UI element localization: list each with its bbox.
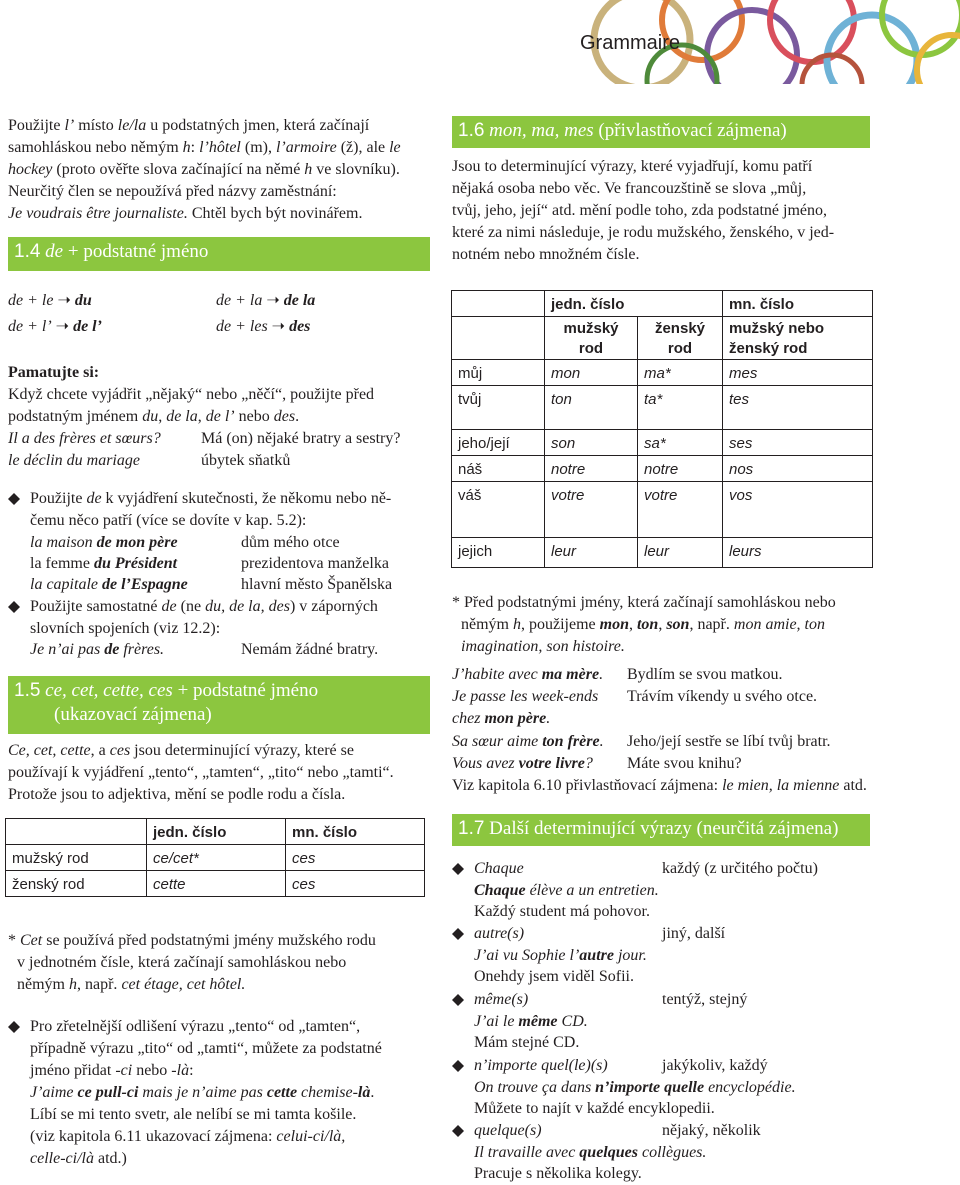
- text-line: celle-ci/là atd.): [30, 1150, 127, 1167]
- text-line: Použijte de k vyjádření skutečnosti, že někomu nebo ně-: [30, 490, 392, 507]
- contraction-right: de + la ➝ de la: [216, 292, 316, 309]
- example-cz: dům mého otce: [241, 534, 340, 551]
- table-cell: ma*: [638, 360, 723, 386]
- table-cell: son: [545, 430, 638, 456]
- text-line: Protože jsou to adjektiva, mění se podle rodu a čísla.: [8, 786, 346, 803]
- example-cz: Máte svou knihu?: [627, 755, 742, 772]
- cross-reference: Viz kapitola 6.10 přivlastňovací zájmena: le mien, la mienne atd.: [452, 777, 867, 794]
- example-fr: Vous avez votre livre?: [452, 755, 593, 772]
- arrow-icon: ➝: [55, 318, 70, 335]
- example-fr: le déclin du mariage: [8, 452, 140, 469]
- text-line: notném nebo množném čísle.: [452, 246, 640, 263]
- example-fr: J’habite avec ma mère.: [452, 666, 604, 683]
- table-row: [452, 482, 873, 538]
- diamond-bullet-icon: [8, 493, 20, 505]
- footnote-line: němým h, např. cet étage, cet hôtel.: [17, 976, 246, 993]
- heading-text: ce, cet, cette, ces + podstatné jméno: [45, 680, 319, 701]
- indefinite-term: Chaque: [474, 860, 524, 877]
- example-fr: Je n’ai pas de frères.: [30, 641, 165, 658]
- table-row: [452, 360, 873, 386]
- text-line: J’aime ce pull-ci mais je n’aime pas cette chemise-là.: [30, 1084, 375, 1101]
- table-cell: váš: [452, 482, 545, 538]
- diamond-bullet-icon: [8, 1021, 20, 1033]
- table-cell: leur: [638, 538, 723, 568]
- text-line: Líbí se mi tento svetr, ale nelíbí se mi tamta košile.: [30, 1106, 357, 1123]
- example-cz: Bydlím se svou matkou.: [627, 666, 783, 683]
- table-cell: sa*: [638, 430, 723, 456]
- example-fr: chez mon père.: [452, 710, 551, 727]
- table-cell: vos: [723, 482, 873, 538]
- text-line: případně výrazu „tito“ od „tamti“, můžete za podstatné: [30, 1040, 382, 1057]
- section-title: Grammaire: [580, 32, 681, 54]
- example-fr: J’ai vu Sophie l’autre jour.: [474, 946, 647, 964]
- text-line: (viz kapitola 6.11 ukazovací zájmena: celui-ci/là,: [30, 1128, 346, 1145]
- table-cell: ženský rod: [6, 871, 147, 897]
- table-cell: leurs: [723, 538, 873, 568]
- heading-text: Další determinující výrazy (neurčitá zájmena): [489, 818, 839, 839]
- example-fr: la capitale de l’Espagne: [30, 576, 188, 593]
- table-row: [452, 430, 873, 456]
- table-cell: ces: [286, 871, 425, 897]
- table-header: jedn. číslo: [545, 291, 723, 317]
- diamond-bullet-icon: [452, 994, 464, 1006]
- text-line: Jsou to determinující výrazy, které vyjadřují, komu patří: [452, 158, 813, 175]
- footnote-line: němým h, použijeme mon, ton, son, např. mon amie, ton: [461, 616, 825, 633]
- example-cz: Pracuje s několika kolegy.: [474, 1165, 642, 1182]
- heading-1-5: [8, 676, 430, 734]
- table-cell: tes: [723, 386, 873, 430]
- text-line: samohláskou nebo němým h: l’hôtel (m), l’armoire (ž), ale le: [8, 139, 401, 156]
- table-cell: votre: [545, 482, 638, 538]
- example-fr: Il a des frères et sœurs?: [8, 430, 161, 447]
- footnote-line: * Před podstatnými jmény, která začínají samohláskou nebo: [452, 594, 836, 611]
- table-header-row: [452, 291, 873, 317]
- heading-1-7: [452, 814, 870, 846]
- text-line: Použijte samostatné de (ne du, de la, des) v záporných: [30, 598, 378, 615]
- table-header: mn. číslo: [723, 291, 873, 317]
- arrow-icon: ➝: [57, 292, 71, 309]
- example-cz: prezidentova manželka: [241, 555, 389, 572]
- indefinite-meaning: nějaký, několik: [662, 1122, 761, 1139]
- indefinite-meaning: každý (z určitého počtu): [662, 860, 818, 877]
- table-cell: ta*: [638, 386, 723, 430]
- heading-number: 1.6: [458, 120, 485, 141]
- contraction-left: de + l’ ➝ de l’: [8, 318, 102, 335]
- heading-number: 1.5: [14, 680, 41, 701]
- indefinite-term: quelque(s): [474, 1122, 542, 1139]
- text-line: hockey (proto ověřte slova začínající na němé h ve slovníku).: [8, 161, 400, 178]
- table-header: ženský rod: [638, 317, 723, 360]
- text-line: Je voudrais être journaliste. Chtěl bych být novinářem.: [8, 205, 363, 222]
- table-row: [452, 456, 873, 482]
- example-fr: Il travaille avec quelques collègues.: [474, 1143, 707, 1161]
- table-row: [6, 871, 425, 897]
- table-cell: jejich: [452, 538, 545, 568]
- footnote-line: imagination, son histoire.: [461, 638, 625, 655]
- indefinite-meaning: tentýž, stejný: [662, 991, 748, 1008]
- example-cz: Nemám žádné bratry.: [241, 641, 379, 658]
- table-header: mužský nebo ženský rod: [723, 317, 873, 360]
- table-cell: nos: [723, 456, 873, 482]
- table-cell: [452, 317, 545, 360]
- text-line: které za nimi následuje, je rodu mužského, ženského, v jed-: [452, 224, 835, 241]
- table-header-row: [6, 819, 425, 845]
- example-cz: Má (on) nějaké bratry a sestry?: [201, 430, 401, 447]
- indefinite-meaning: jiný, další: [662, 925, 726, 942]
- text-line: Neurčitý člen se nepoužívá před názvy zaměstnání:: [8, 183, 337, 200]
- table-header: mužský rod: [545, 317, 638, 360]
- table-cell: notre: [638, 456, 723, 482]
- table-cell: leur: [545, 538, 638, 568]
- heading-subtext: (ukazovací zájmena): [54, 704, 212, 725]
- table-header-row: [452, 317, 873, 360]
- indefinite-term: n’importe quel(le)(s): [474, 1057, 608, 1074]
- contraction-left: de + le ➝ du: [8, 292, 92, 309]
- text-line: Ce, cet, cette, a ces jsou determinující výrazy, které se: [8, 742, 354, 759]
- remember-title: Pamatujte si:: [8, 364, 100, 381]
- table-cell: ce/cet*: [147, 845, 286, 871]
- example-cz: Mám stejné CD.: [474, 1034, 580, 1051]
- diamond-bullet-icon: [452, 1060, 464, 1072]
- table-cell: náš: [452, 456, 545, 482]
- diamond-bullet-icon: [8, 601, 20, 613]
- possessives-table: [451, 290, 873, 568]
- arrow-icon: ➝: [266, 292, 280, 309]
- table-cell: ton: [545, 386, 638, 430]
- heading-number: 1.7: [458, 818, 485, 839]
- example-fr: la maison de mon père: [30, 534, 178, 551]
- table-cell: mon: [545, 360, 638, 386]
- example-cz: úbytek sňatků: [201, 452, 291, 469]
- arrow-icon: ➝: [271, 318, 286, 335]
- text-line: Použijte l’ místo le/la u podstatných jmen, která začínají: [8, 117, 370, 134]
- table-cell: jeho/její: [452, 430, 545, 456]
- text-line: Pro zřetelnější odlišení výrazu „tento“ od „tamten“,: [30, 1018, 361, 1035]
- table-cell: [6, 819, 147, 845]
- text-line: jméno přidat -ci nebo -là:: [30, 1062, 194, 1079]
- diamond-bullet-icon: [452, 1125, 464, 1137]
- table-row: [452, 386, 873, 430]
- example-cz: Trávím víkendy u svého otce.: [627, 688, 818, 705]
- example-fr: On trouve ça dans n’importe quelle encyclopédie.: [474, 1078, 796, 1096]
- example-cz: Můžete to najít v každé encyklopedii.: [474, 1100, 715, 1117]
- table-row: [6, 845, 425, 871]
- diamond-bullet-icon: [452, 928, 464, 940]
- footnote-line: * Cet se používá před podstatnými jmény mužského rodu: [8, 932, 376, 949]
- table-cell: tvůj: [452, 386, 545, 430]
- table-cell: [452, 291, 545, 317]
- table-cell: mes: [723, 360, 873, 386]
- text-line: čemu něco patří (více se dovíte v kap. 5.2):: [30, 512, 307, 529]
- example-cz: hlavní město Španělska: [241, 576, 393, 593]
- footnote-line: v jednotném čísle, která začínají samohláskou nebo: [17, 954, 347, 971]
- intro-paragraph: [8, 115, 428, 225]
- diamond-bullet-icon: [452, 863, 464, 875]
- table-cell: ces: [286, 845, 425, 871]
- demonstratives-table: [5, 818, 425, 897]
- contraction-right: de + les ➝ des: [216, 318, 311, 335]
- example-fr: Chaque élève a un entretien.: [474, 881, 659, 899]
- example-fr: la femme du Président: [30, 555, 178, 572]
- example-cz: Každý student má pohovor.: [474, 903, 650, 920]
- table-cell: notre: [545, 456, 638, 482]
- example-fr: J’ai le même CD.: [474, 1012, 588, 1030]
- table-cell: votre: [638, 482, 723, 538]
- table-cell: mužský rod: [6, 845, 147, 871]
- heading-1-4: [8, 237, 430, 271]
- example-cz: Jeho/její sestře se líbí tvůj bratr.: [627, 733, 831, 750]
- text-line: Když chcete vyjádřit „nějaký“ nebo „něčí“, použijte před: [8, 386, 375, 403]
- possessive-intro: [452, 156, 872, 266]
- heading-text: de + podstatné jméno: [45, 241, 209, 262]
- heading-1-6: [452, 116, 870, 148]
- table-row: [452, 538, 873, 568]
- indefinite-meaning: jakýkoliv, každý: [662, 1057, 768, 1074]
- text-line: slovních spojeních (viz 12.2):: [30, 620, 221, 637]
- table-cell: ses: [723, 430, 873, 456]
- table-header: mn. číslo: [286, 819, 425, 845]
- example-fr: Je passe les week-ends: [452, 688, 599, 705]
- table-header: jedn. číslo: [147, 819, 286, 845]
- text-line: podstatným jménem du, de la, de l’ nebo des.: [8, 408, 300, 425]
- text-line: nějaká osoba nebo věc. Ve francouzštině se slova „můj,: [452, 180, 807, 197]
- indefinite-term: autre(s): [474, 925, 525, 942]
- indefinite-term: même(s): [474, 991, 529, 1008]
- table-cell: cette: [147, 871, 286, 897]
- text-line: používají k vyjádření „tento“, „tamten“, „tito“ nebo „tamti“.: [8, 764, 394, 781]
- heading-number: 1.4: [14, 241, 41, 262]
- example-fr: Sa sœur aime ton frère.: [452, 733, 604, 750]
- example-cz: Onehdy jsem viděl Sofii.: [474, 968, 634, 985]
- heading-text: mon, ma, mes (přivlastňovací zájmena): [489, 120, 787, 141]
- table-cell: můj: [452, 360, 545, 386]
- text-line: tvůj, jeho, její“ atd. mění podle toho, zda podstatné jméno,: [452, 202, 828, 219]
